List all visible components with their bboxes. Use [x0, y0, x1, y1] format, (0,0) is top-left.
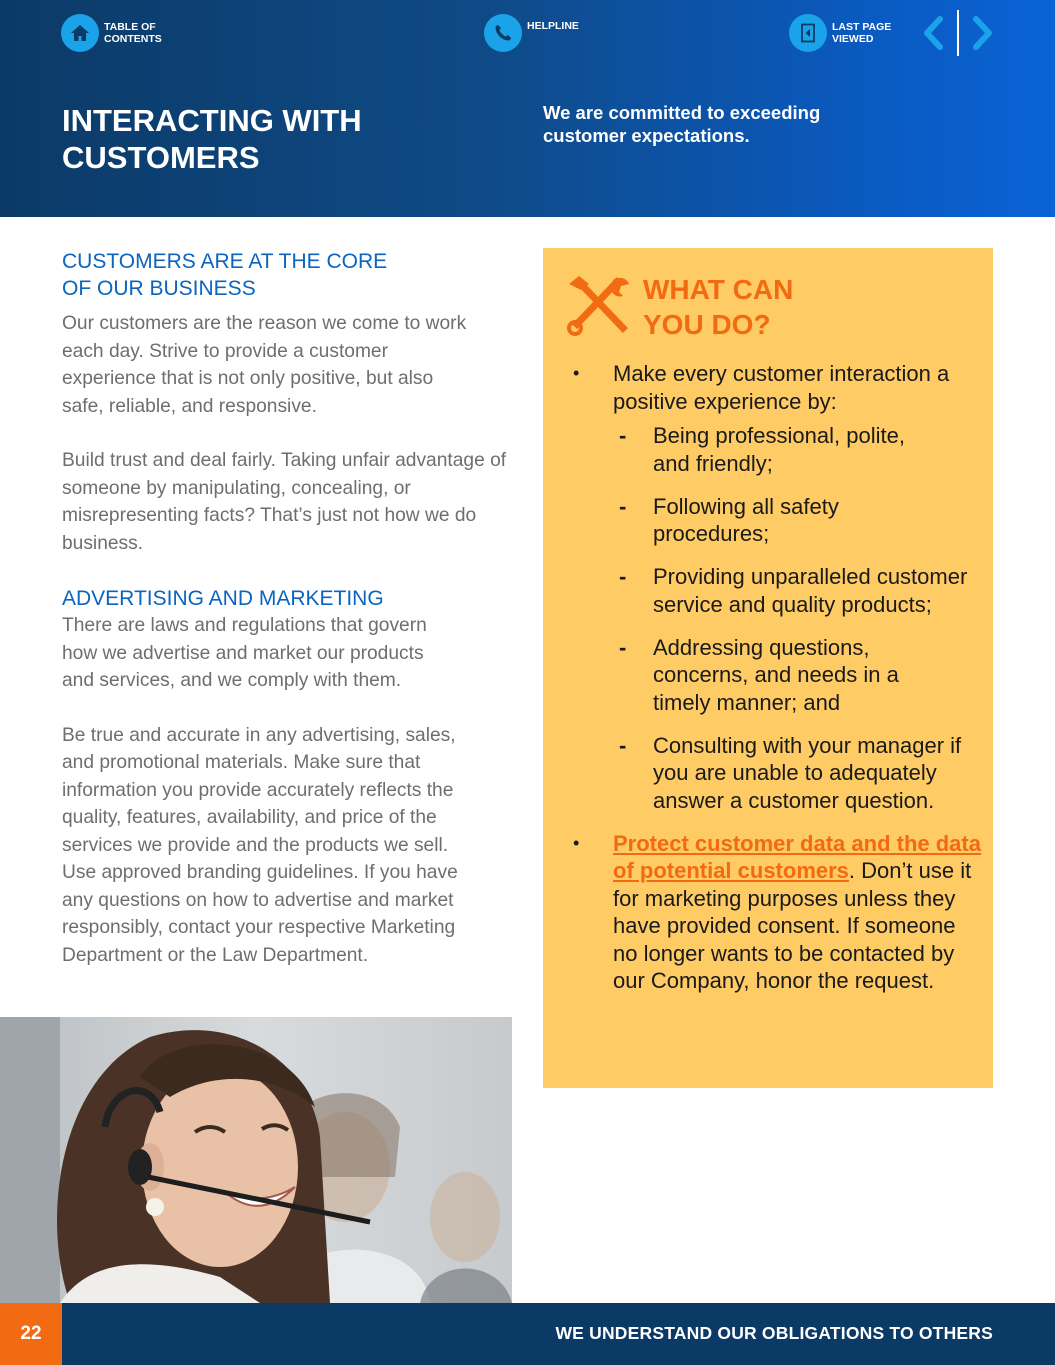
sub-item-manager: - Consulting with your manager if you are unable to adequately answer a customer question.: [613, 732, 983, 815]
page-tagline: We are committed to exceeding customer expectations.: [543, 102, 821, 146]
customers-paragraph-1: Our customers are the reason we come to work each day. Strive to provide a customer experience that is not only positive, but also safe, reliable, and responsive.: [62, 313, 467, 417]
callout-bullet-2-period: .: [848, 858, 856, 883]
chevron-right-icon[interactable]: [970, 16, 996, 50]
sub-item-questions: - Addressing questions, concerns, and needs in a timely manner; and: [613, 634, 983, 717]
callout-title-line-2: YOU DO?: [643, 309, 771, 340]
callout-title: [643, 272, 793, 342]
last-page-viewed-label[interactable]: LAST PAGE VIEWED: [832, 21, 892, 45]
callout-bullet-1-text: Make every customer interaction a positive experience by:: [613, 361, 950, 414]
phone-icon[interactable]: [484, 14, 522, 52]
sub-item-safety: - Following all safety procedures;: [613, 493, 983, 548]
callout-bullet-2: [569, 830, 983, 995]
tools-icon: [565, 274, 631, 336]
page-pager: [920, 10, 998, 56]
advertising-paragraph-2: Be true and accurate in any advertising, sales, and promotional materials. Make sure that information you provide accurately reflects the quality, features, availability, and price of the services we provide and the products we sell. Use approved branding guidelines. If you have any questions on how to advertise and market responsibly, contact your respective Marketing Department or the Law Department.: [62, 724, 458, 966]
callout-bullet-2-text: Don’t use it for marketing purposes unless they have provided consent. If someone no longer wants to be contacted by our Company, honor the request.: [613, 858, 972, 993]
protect-customer-data-link[interactable]: Protect customer data and the data of potential customers: [613, 830, 981, 883]
page-number: 22: [0, 1303, 62, 1365]
sub-item-professional: - Being professional, polite, and friendly;: [613, 422, 983, 477]
back-page-icon[interactable]: [789, 14, 827, 52]
callout-title-line-1: WHAT CAN: [643, 274, 794, 305]
sub-item-service: - Providing unparalleled customer service and quality products;: [613, 563, 983, 618]
page-title: INTERACTING WITH CUSTOMERS: [62, 103, 362, 175]
table-of-contents-link[interactable]: [61, 14, 184, 52]
helpline-label[interactable]: HELPLINE: [527, 20, 579, 32]
advertising-paragraph-1: There are laws and regulations that govern how we advertise and market our products and services, and we comply with them.: [62, 615, 427, 691]
customers-paragraph-2: Build trust and deal fairly. Taking unfair advantage of someone by manipulating, concealing, or misrepresenting facts? That’s just not how we do business.: [62, 450, 507, 554]
last-page-viewed-link[interactable]: [789, 14, 912, 52]
table-of-contents-label[interactable]: TABLE OF CONTENTS: [104, 21, 162, 45]
footer-section-title: WE UNDERSTAND OUR OBLIGATIONS TO OTHERS: [555, 1323, 993, 1343]
customer-service-photo: [0, 1017, 512, 1303]
pager-divider: [957, 10, 959, 56]
page-header: [0, 0, 1055, 217]
callout-bullet-1: [569, 360, 983, 814]
callout-list: [569, 360, 983, 995]
page-footer: [0, 1303, 1055, 1365]
callout-sub-list: [613, 422, 983, 814]
helpline-link[interactable]: [484, 14, 607, 52]
home-icon[interactable]: [61, 14, 99, 52]
main-content: [62, 248, 507, 969]
section-heading-advertising: ADVERTISING AND MARKETING: [62, 587, 384, 610]
what-can-you-do-callout: [543, 248, 993, 1088]
section-heading-customers: CUSTOMERS ARE AT THE CORE OF OUR BUSINESS: [62, 250, 388, 300]
chevron-left-icon[interactable]: [920, 16, 946, 50]
